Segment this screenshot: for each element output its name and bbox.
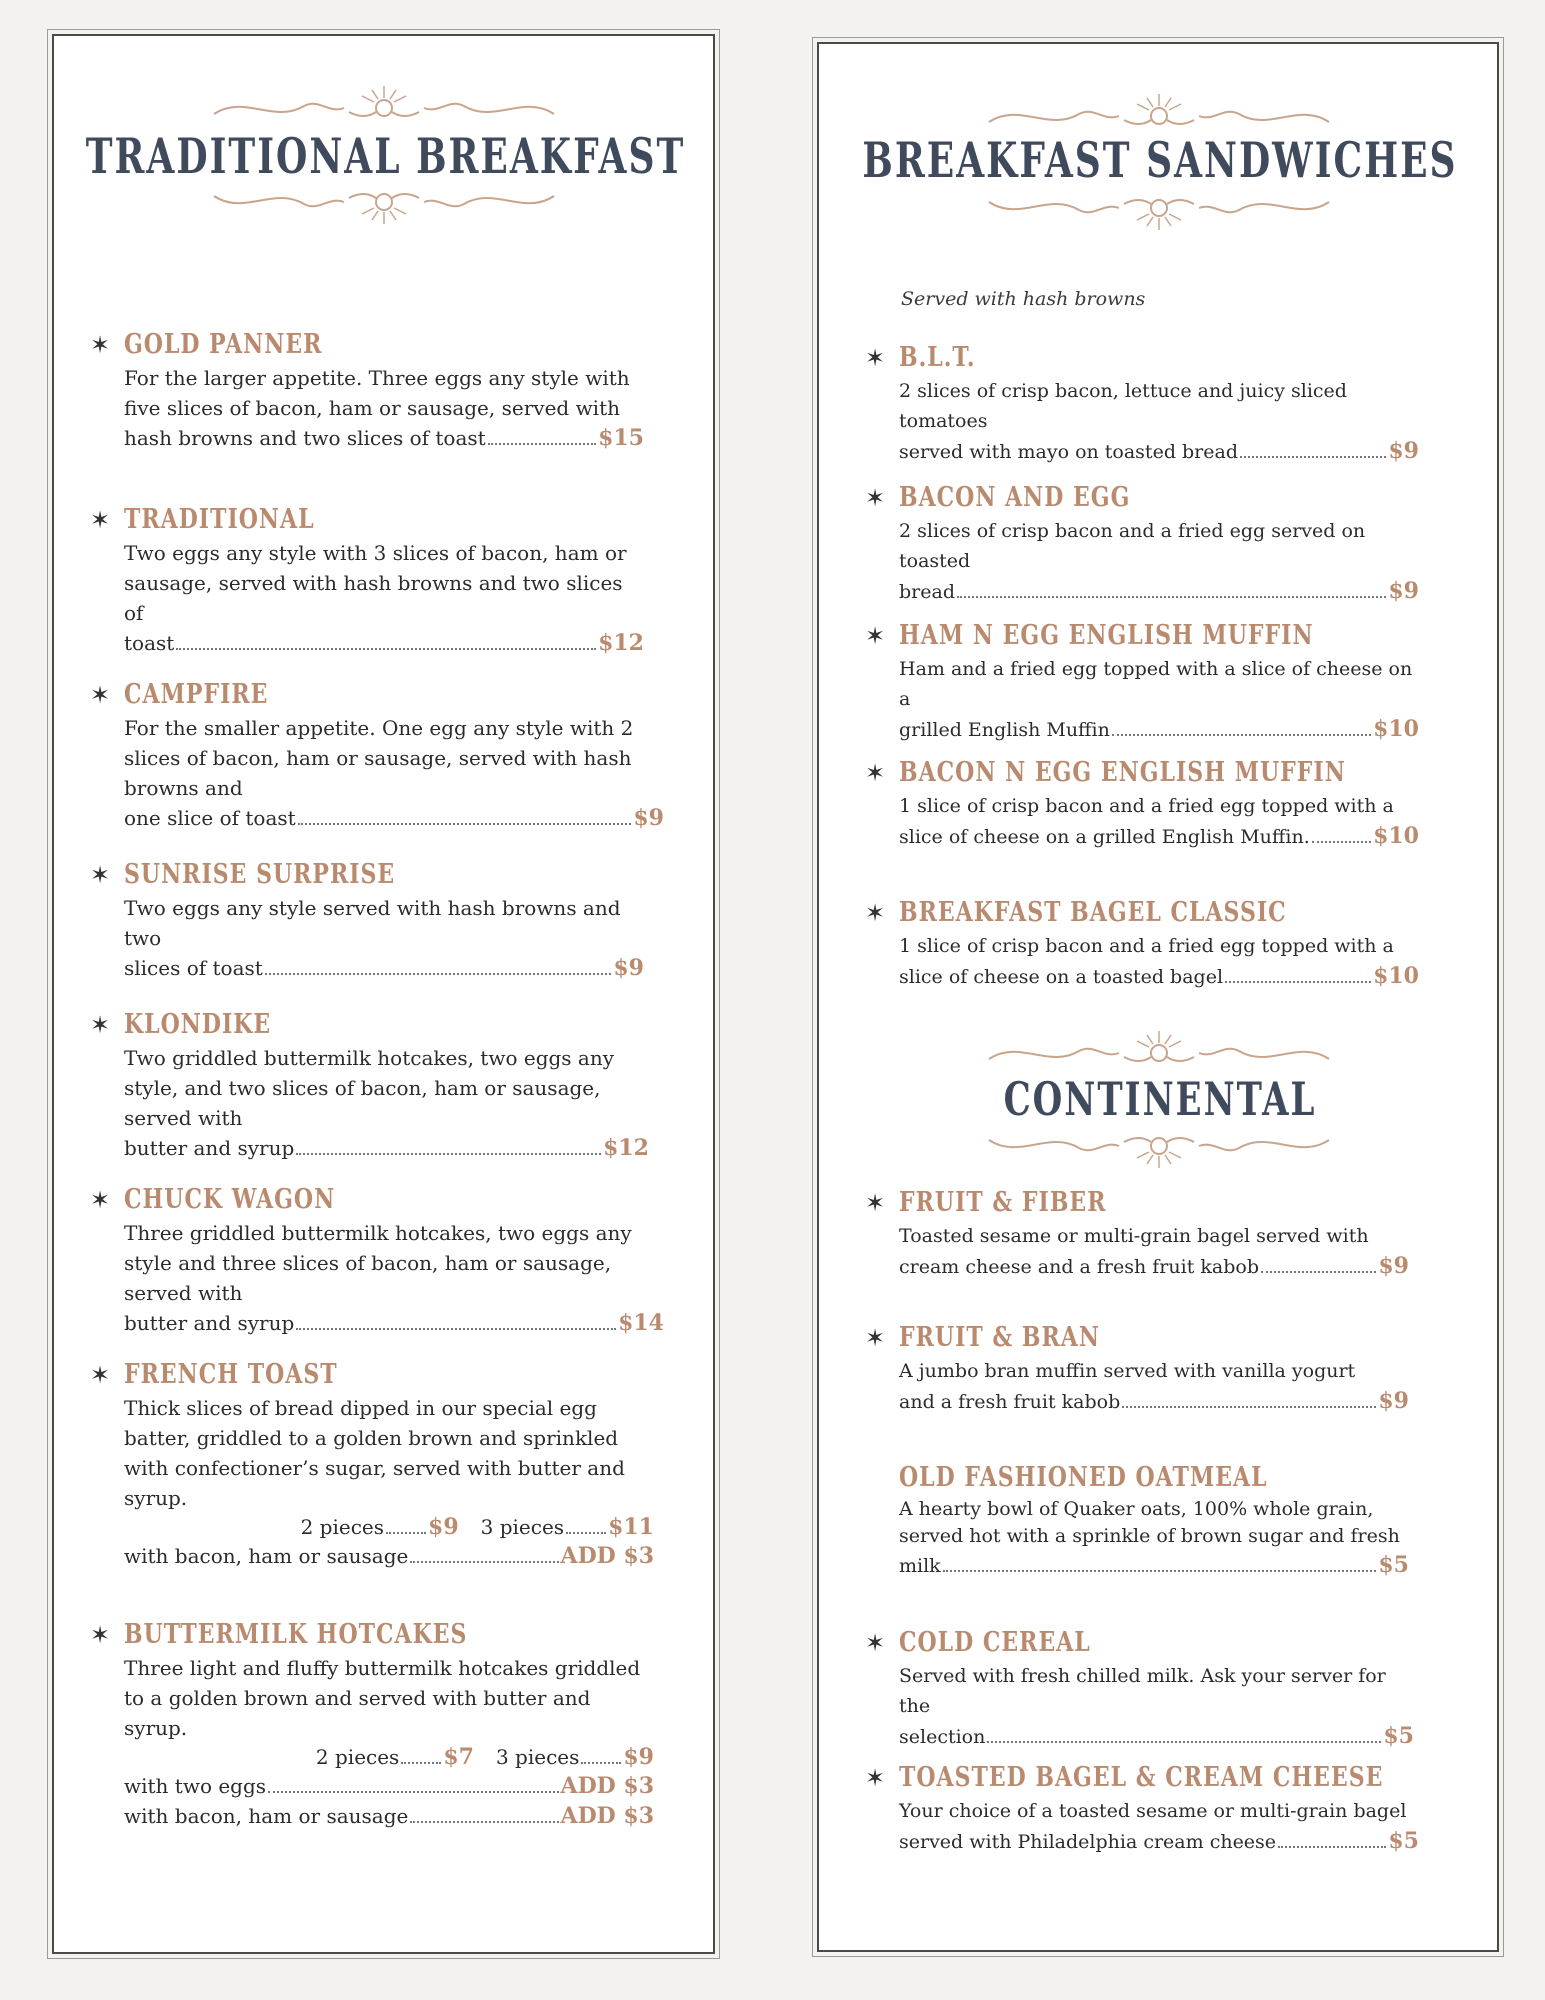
dot-leader [1312, 841, 1371, 843]
dot-leader [488, 443, 596, 445]
price-line [124, 953, 644, 983]
price-line [899, 436, 1419, 467]
menu-item [899, 1460, 1409, 1581]
star-icon: ✶ [865, 622, 886, 650]
star-icon: ✶ [90, 1361, 111, 1389]
item-name: KLONDIKE [124, 1007, 272, 1041]
item-description-end: one slice of toast [124, 806, 296, 830]
item-description-end: slice of cheese on a grilled English Muffin. [899, 826, 1310, 848]
star-icon: ✶ [865, 1324, 886, 1352]
item-name: FRUIT & BRAN [899, 1320, 1100, 1354]
flourish-top-ornament [979, 1029, 1339, 1069]
item-description-end: hash browns and two slices of toast [124, 426, 486, 450]
price-line [899, 1721, 1414, 1752]
item-price: $10 [1373, 963, 1419, 989]
dot-leader [1261, 1271, 1376, 1273]
item-name: BACON N EGG ENGLISH MUFFIN [899, 755, 1346, 789]
section-title-sandwiches: BREAKFAST SANDWICHES [862, 132, 1458, 190]
star-icon: ✶ [865, 1189, 886, 1217]
dot-leader [410, 1561, 558, 1563]
addon-label: with bacon, ham or sausage [124, 1804, 409, 1828]
item-description-end: grilled English Muffin [899, 719, 1110, 741]
piece-label: 3 pieces [480, 1515, 565, 1539]
dot-leader [401, 1762, 441, 1764]
item-name: TOASTED BAGEL & CREAM CHEESE [899, 1760, 1384, 1794]
item-description: Thick slices of bread dipped in our special egg batter, griddled to a golden brown and sprinkled with confectioner’s sugar, served with butter and syrup. [124, 1396, 625, 1510]
dot-leader [987, 1741, 1381, 1743]
dot-leader [1122, 1406, 1376, 1408]
dot-leader [265, 973, 612, 975]
menu-item [90, 1007, 649, 1163]
item-description-end: bread [899, 581, 955, 603]
price-line [124, 803, 664, 833]
item-price: $9 [633, 805, 664, 831]
menu-item [865, 340, 1419, 467]
dot-leader [581, 1762, 621, 1764]
item-name: B.L.T. [899, 340, 976, 374]
menu-item-hotcakes [90, 1617, 654, 1831]
dot-leader [1112, 734, 1371, 736]
piece-label: 2 pieces [315, 1745, 400, 1769]
item-description-end: milk [899, 1555, 941, 1577]
menu-item [865, 1760, 1419, 1857]
piece-label: 3 pieces [495, 1745, 580, 1769]
price-line [124, 1133, 649, 1163]
left-menu-panel [52, 34, 715, 1954]
menu-item-french-toast [90, 1357, 654, 1571]
item-price: $9 [1378, 1253, 1409, 1279]
price-line [899, 821, 1419, 852]
dot-leader [296, 1328, 616, 1330]
dot-leader [298, 823, 632, 825]
star-icon: ✶ [90, 681, 111, 709]
star-icon: ✶ [865, 759, 886, 787]
addon-line [124, 1771, 654, 1801]
dot-leader [957, 596, 1386, 598]
item-price: $10 [1373, 823, 1419, 849]
item-description-end: slice of cheese on a toasted bagel [899, 966, 1224, 988]
addon-label: with two eggs [124, 1774, 267, 1798]
item-price: $9 [1378, 1388, 1409, 1414]
flourish-bottom-ornament [979, 1130, 1339, 1170]
dot-leader [1278, 1846, 1386, 1848]
price-line [899, 1550, 1409, 1581]
item-description: For the smaller appetite. One egg any style with 2 slices of bacon, ham or sausage, served with hash browns and [124, 716, 634, 800]
item-name: BUTTERMILK HOTCAKES [124, 1617, 468, 1651]
flourish-top-ornament [204, 84, 564, 124]
item-description: Two eggs any style served with hash browns and two [124, 896, 621, 950]
item-name: OLD FASHIONED OATMEAL [899, 1460, 1268, 1494]
item-name: BACON AND EGG [899, 480, 1131, 514]
item-price: $9 [1388, 578, 1419, 604]
dot-leader [1240, 456, 1386, 458]
item-description: 1 slice of crisp bacon and a fried egg topped with a [899, 795, 1394, 817]
item-name: HAM N EGG ENGLISH MUFFIN [899, 618, 1314, 652]
addon-line [124, 1541, 654, 1571]
item-price: $12 [603, 1135, 649, 1161]
star-icon: ✶ [865, 899, 886, 927]
item-description: Served with fresh chilled milk. Ask your server for the [899, 1665, 1386, 1717]
dot-leader [268, 1791, 558, 1793]
piece-price: $9 [428, 1514, 459, 1540]
star-icon: ✶ [90, 506, 111, 534]
star-icon: ✶ [90, 1621, 111, 1649]
piece-prices [124, 1513, 654, 1541]
menu-item [90, 677, 664, 833]
item-price: $5 [1388, 1828, 1419, 1854]
item-name: COLD CEREAL [899, 1625, 1091, 1659]
piece-label: 2 pieces [300, 1515, 385, 1539]
section-title-traditional: TRADITIONAL BREAKFAST [85, 128, 686, 186]
price-line [124, 423, 644, 453]
price-line [899, 714, 1419, 745]
item-description-end: served with mayo on toasted bread [899, 441, 1238, 463]
served-with-note: Served with hash browns [901, 288, 1146, 310]
star-icon: ✶ [90, 1011, 111, 1039]
item-description: A jumbo bran muffin served with vanilla yogurt [899, 1360, 1356, 1382]
item-description-end: selection [899, 1726, 986, 1748]
dot-leader [386, 1532, 426, 1534]
item-description: Your choice of a toasted sesame or multi-grain bagel [899, 1800, 1407, 1822]
item-description-end: slices of toast [124, 956, 263, 980]
star-icon: ✶ [865, 1629, 886, 1657]
addon-price: ADD $3 [560, 1543, 654, 1569]
item-price: $9 [613, 955, 644, 981]
dot-leader [943, 1570, 1377, 1572]
menu-item [865, 1185, 1409, 1282]
star-icon: ✶ [90, 331, 111, 359]
piece-price: $7 [443, 1744, 474, 1770]
flourish-top-ornament [979, 92, 1339, 132]
dot-leader [566, 1532, 606, 1534]
item-description: Toasted sesame or multi-grain bagel served with [899, 1225, 1369, 1247]
flourish-bottom-ornament [979, 192, 1339, 232]
item-description-end: and a fresh fruit kabob [899, 1391, 1121, 1413]
menu-item [865, 1625, 1414, 1752]
addon-label: with bacon, ham or sausage [124, 1544, 409, 1568]
item-description-end: cream cheese and a fresh fruit kabob [899, 1256, 1259, 1278]
item-price: $12 [598, 630, 644, 656]
item-name: FRUIT & FIBER [899, 1185, 1107, 1219]
item-name: CHUCK WAGON [124, 1182, 336, 1216]
menu-item [90, 502, 644, 658]
right-menu-panel [817, 42, 1499, 1952]
flourish-bottom-ornament [204, 186, 564, 226]
price-line [899, 1386, 1409, 1417]
item-description: Two eggs any style with 3 slices of bacon, ham or sausage, served with hash browns and two slices of [124, 541, 627, 625]
section-title-continental: CONTINENTAL [1003, 1073, 1317, 1127]
price-line [124, 628, 644, 658]
item-name: CAMPFIRE [124, 677, 269, 711]
price-line [124, 1308, 664, 1338]
item-price: $15 [598, 425, 644, 451]
item-description-end: butter and syrup [124, 1136, 295, 1160]
item-price: $14 [618, 1310, 664, 1336]
item-description: 2 slices of crisp bacon, lettuce and juicy sliced tomatoes [899, 380, 1347, 432]
item-name: GOLD PANNER [124, 327, 323, 361]
item-name: TRADITIONAL [124, 502, 315, 536]
menu-item [865, 480, 1419, 607]
item-description: For the larger appetite. Three eggs any style with five slices of bacon, ham or sausage, served with [124, 366, 630, 420]
item-description-end: toast [124, 631, 175, 655]
star-icon: ✶ [865, 484, 886, 512]
item-description: Ham and a fried egg topped with a slice of cheese on a [899, 658, 1413, 710]
piece-prices [124, 1743, 654, 1771]
item-description: Three light and fluffy buttermilk hotcakes griddled to a golden brown and served with butter and syrup. [124, 1656, 641, 1740]
menu-item [865, 1320, 1409, 1417]
piece-price: $9 [623, 1744, 654, 1770]
price-line [899, 1251, 1409, 1282]
menu-item [865, 618, 1419, 745]
item-name: FRENCH TOAST [124, 1357, 338, 1391]
item-description: 2 slices of crisp bacon and a fried egg served on toasted [899, 520, 1366, 572]
item-price: $10 [1373, 716, 1419, 742]
item-price: $5 [1378, 1552, 1409, 1578]
star-icon: ✶ [90, 1186, 111, 1214]
price-line [899, 1826, 1419, 1857]
item-price: $9 [1388, 438, 1419, 464]
item-name: SUNRISE SURPRISE [124, 857, 396, 891]
star-icon: ✶ [865, 344, 886, 372]
item-description-end: butter and syrup [124, 1311, 295, 1335]
item-description-end: served with Philadelphia cream cheese [899, 1831, 1277, 1853]
menu-item [90, 857, 644, 983]
menu-item [865, 895, 1419, 992]
item-name: BREAKFAST BAGEL CLASSIC [899, 895, 1287, 929]
dot-leader [1225, 981, 1371, 983]
dot-leader [410, 1821, 558, 1823]
item-price: $5 [1383, 1723, 1414, 1749]
item-description: Two griddled buttermilk hotcakes, two eggs any style, and two slices of bacon, ham or sausage, served with [124, 1046, 615, 1130]
menu-item [90, 327, 644, 453]
item-description: Three griddled buttermilk hotcakes, two eggs any style and three slices of bacon, ham or sausage, served with [124, 1221, 632, 1305]
price-line [899, 576, 1419, 607]
dot-leader [176, 648, 596, 650]
item-description: A hearty bowl of Quaker oats, 100% whole grain, served hot with a sprinkle of brown sugar and fresh [899, 1498, 1400, 1547]
menu-item [90, 1182, 664, 1338]
addon-price: ADD $3 [560, 1773, 654, 1799]
star-icon: ✶ [90, 861, 111, 889]
item-description: 1 slice of crisp bacon and a fried egg topped with a [899, 935, 1394, 957]
piece-price: $11 [608, 1514, 654, 1540]
menu-item [865, 755, 1419, 852]
dot-leader [296, 1153, 601, 1155]
addon-price: ADD $3 [560, 1803, 654, 1829]
addon-line [124, 1801, 654, 1831]
price-line [899, 961, 1419, 992]
star-icon: ✶ [865, 1764, 886, 1792]
